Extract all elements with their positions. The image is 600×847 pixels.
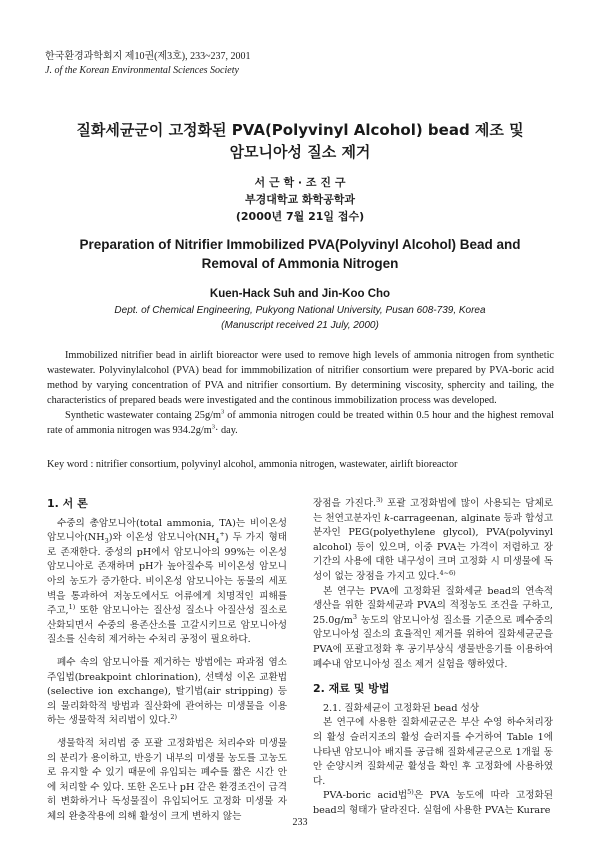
page-number: 233 <box>292 817 308 828</box>
keywords: Key word : nitrifier consortium, polyvinyl alcohol, ammonia nitrogen, wastewater, airlift bioreactor <box>47 459 458 470</box>
received-date-en: (Manuscript received 21 July, 2000) <box>221 320 379 331</box>
title-english-line1: Preparation of Nitrifier Immobilized PVA(Polyvinyl Alcohol) Bead and <box>79 237 521 252</box>
body-text: 또한 암모니아는 질산성 질소나 아질산성 질소로 산화되면서 수중의 용존산소를 고갈시키므로 암모니아성 질소를 신속히 제거하는 수처리 공정이 필요하다. <box>47 605 287 646</box>
body-text: ) 두 가지 형태로 존재한다. 중성의 pH에서 암모니아의 99%는 이온성 암모니아로 존재하며 pH가 높아질수록 비이온성 암모니아의 농도가 증가한다. 비이온성 암모니아는 동물의 세포벽을 통과하여 저농도에서도 어류에게 치명적인 피해를 주고, <box>47 532 287 617</box>
subscript: 3 <box>104 537 109 546</box>
title-korean <box>0 119 600 163</box>
superscript: + <box>219 530 225 538</box>
body-text: 포괄 고정화법에 많이 사용되는 담체로는 천연고분자인 <box>313 498 553 524</box>
methods-paragraph-2 <box>313 789 553 818</box>
author-names-en: Kuen-Hack Suh and Jin-Koo Cho <box>209 288 391 300</box>
body-text: 장점을 가진다. <box>313 498 377 509</box>
body-text: 본 연구는 PVA에 고정화된 질화세균 bead의 연속적 생산을 위한 질화세균과 PVA의 적정농도 조건을 구하고, 25.0g/m <box>313 585 553 626</box>
body-text: PVA-boric acid법 <box>323 790 408 802</box>
section-heading-introduction: 1. 서 론 <box>47 497 88 510</box>
superscript: 3 <box>352 612 357 621</box>
abstract-paragraph-1: Immobilized nitrifier bead in airlift bioreactor were used to remove high levels of ammonia nitrogen from synthetic wastewater. Polyvinylalcohol (PVA) bead for immmobilization of nitrifier consortium were prepared by PVA-boric acid method by varying concentration of PVA and nitrifier consortium. By determining viscosity, sphercity and tailing, the characteristics of prepared beads were investigated and the continous immobilization process was developed. <box>47 350 554 406</box>
abstract-text: · day. <box>214 425 238 436</box>
body-column-right <box>313 497 553 818</box>
reference-marker: 2) <box>170 713 178 722</box>
title-english-line2: Removal of Ammonia Nitrogen <box>201 256 399 271</box>
superscript: 3 <box>211 423 215 431</box>
intro-paragraph-3-cont <box>313 497 553 585</box>
intro-paragraph-4 <box>313 585 553 673</box>
affiliation-en-block <box>0 303 600 333</box>
abstract-paragraph-2 <box>47 408 554 438</box>
body-text: 농도의 암모니아성 질소를 기준으로 폐수중의 암모니아성 질소의 효율적인 제거를 위하여 질화세균군을 PVA에 포괄고정화 후 공기부상식 생물반응기를 이용하여 폐수내 암모니아성 질소 제거 실험을 행하였다. <box>313 614 553 670</box>
italic-symbol: k <box>384 512 390 524</box>
title-english <box>0 235 600 273</box>
reference-marker: 1) <box>68 602 76 611</box>
reference-marker: 4~6) <box>439 568 456 577</box>
intro-paragraph-2 <box>47 656 287 729</box>
body-text: 은 PVA 농도에 따라 고정화된 bead의 형태가 달라진다. 실험에 사용한 PVA는 Kurare <box>313 790 553 816</box>
body-text: 폐수 속의 암모니아를 제거하는 방법에는 파과점 염소 주입법(breakpoint chlorination), 선택성 이온 교환법(selective ion exchange), 탈기법(air stripping) 등의 물리화학적 방법과 질산화에 관여하는 미생물을 이용하는 생물학적 처리법이 있다. <box>47 656 287 727</box>
abstract-text: of ammonia nitrogen could be treated within 0.5 hour and the highest removal rate of ammonia nitrogen was 934.2g/m <box>47 410 554 436</box>
subscript: 4 <box>215 537 220 546</box>
affiliation-ko: 부경대학교 화학공학과 <box>244 193 356 206</box>
title-korean-line1: 질화세균군이 고정화된 PVA(Polyvinyl Alcohol) bead 제조 및 <box>76 121 524 139</box>
methods-paragraph-1: 본 연구에 사용한 질화세균군은 부산 수영 하수처리장의 활성 슬러지조의 활성 슬러지를 수거하여 Table 1에 나타낸 암모니아 배지를 공급해 질화세균군으로 1개월 동안 순양시켜 질화세균 활성을 확인 후 고정화에 사용하였다. <box>313 717 553 787</box>
intro-paragraph-1 <box>47 517 287 648</box>
body-text: )와 이온성 암모니아(NH <box>108 532 216 544</box>
authors-korean <box>0 174 600 225</box>
superscript: 3 <box>220 408 225 416</box>
section-heading-methods: 2. 재료 및 방법 <box>313 682 390 696</box>
body-text: -carrageenan, alginate 등과 합성고분자인 PEG(polyethylene glycol), PVA(polyvinyl alcohol) 등이 있으며, 이중 PVA는 가격이 저렴하고 장기간의 사용에 대한 내구성이 크며 고정화 시 미생물에 독성이 없는 장점을 가지고 있다. <box>313 512 553 582</box>
reference-marker: 5) <box>407 788 414 797</box>
title-korean-line2: 암모니아성 질소 제거 <box>229 143 371 161</box>
body-text: 수중의 총암모니아(total ammonia, TA)는 비이온성 암모니아(NH <box>47 517 287 544</box>
reference-marker: 3) <box>376 495 383 504</box>
affiliation-en: Dept. of Chemical Engineering, Pukyong National University, Pusan 608-739, Korea <box>114 305 486 316</box>
received-date-ko: (2000년 7월 21일 접수) <box>235 210 365 223</box>
intro-paragraph-3: 생물학적 처리법 중 포괄 고정화법은 처리수와 미생물의 분리가 용이하고, 반응기 내부의 미생물 농도를 고농도로 유지할 수 있기 때문에 유입되는 폐수를 짧은 시간 안에 처리할 수 있다. 또한 온도나 pH 같은 환경조건이 급격히 변화하거나 독성물질이 유입되어도 고정화 미생물 자체의 완충작용에 의해 활성이 크게 변하지 않는 <box>47 737 287 822</box>
abstract-text: Synthetic wastewater containg 25g/m <box>65 410 221 421</box>
abstract <box>47 348 554 438</box>
subsection-heading: 2.1. 질화세균이 고정화된 bead 성상 <box>323 702 480 714</box>
journal-header <box>45 50 251 78</box>
journal-name-en: J. of the Korean Environmental Sciences Society <box>45 65 239 76</box>
body-column-left <box>47 497 287 824</box>
journal-citation-ko: 한국환경과학회지 제10권(제3호), 233~237, 2001 <box>45 51 251 62</box>
author-names-ko: 서 근 학 · 조 진 구 <box>254 176 346 189</box>
